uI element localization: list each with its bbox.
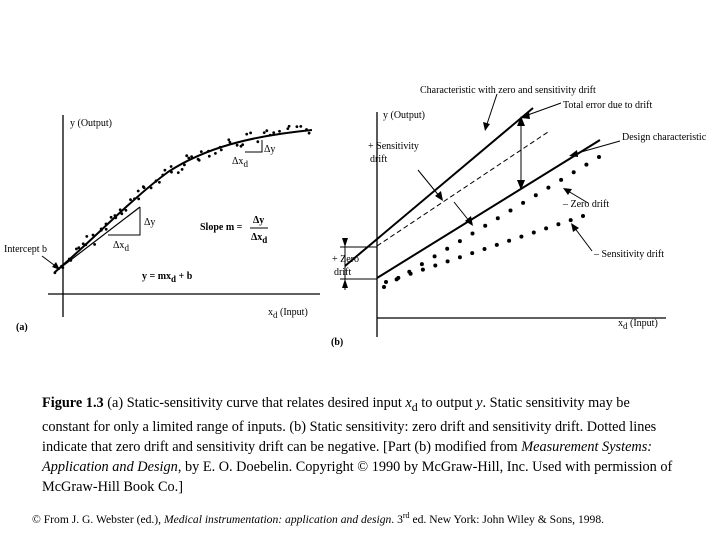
panel-a-intercept-label: Intercept b	[4, 244, 48, 255]
panel-b-zero-drift-arrowhead-bottom	[342, 279, 348, 288]
panel-b-pointer-characteristic-head	[483, 122, 490, 131]
figure-label: Figure 1.3	[42, 395, 104, 411]
dot-point	[496, 216, 500, 220]
panel-a-x-axis-label: xd (Input)	[268, 307, 308, 320]
credit-title: Medical instrumentation: application and design	[163, 512, 392, 526]
panel-b-plus-zero-label: + Zero	[332, 254, 360, 265]
caption-part-2: to output	[417, 395, 477, 411]
dot-point	[544, 226, 548, 230]
dot-point	[384, 280, 388, 284]
panel-a-slope-denominator: Δxd	[251, 232, 268, 245]
dot-point	[559, 178, 563, 182]
dot-point	[433, 254, 437, 258]
credit-tail: ed. New York: John Wiley & Sons, 1998.	[409, 512, 605, 526]
dot-point	[458, 239, 462, 243]
panel-b-char-zero-sens-label: Characteristic with zero and sensitivity drift	[420, 85, 596, 96]
panel-b-x-axis-label: xd (Input)	[618, 318, 658, 331]
dot-point	[483, 247, 487, 251]
panel-b-plus-sens-label: + Sensitivity	[368, 141, 419, 152]
panel-b-pointer-plus-sens	[418, 170, 440, 197]
caption-part-1: (a) Static-sensitivity curve that relates desired input	[103, 395, 406, 411]
dot-point	[597, 155, 601, 159]
panel-a-dy-label: Δy	[144, 217, 156, 228]
panel-b-minus-sens-label: – Sensitivity drift	[594, 249, 664, 260]
panel-a-y-axis-label: y (Output)	[70, 118, 112, 129]
dot-point	[569, 218, 573, 222]
caption-part-4: , by E. O. Doebelin. Copyright © 1990 by McGraw-Hill, Inc. Used with permission of McGraw-Hill Book Co.]	[42, 458, 673, 495]
credit-sup: rd	[402, 511, 410, 520]
dot-point	[471, 232, 475, 236]
panel-b-total-error-label: Total error due to drift	[563, 100, 653, 111]
panel-a-slope-numerator: Δy	[253, 215, 265, 226]
dot-point	[421, 268, 425, 272]
panel-b-plus-zero-label-2: drift	[334, 267, 352, 278]
caption-xd-sub: d	[411, 399, 418, 414]
caption-y: y	[476, 395, 483, 411]
panel-a-dy-top-label: Δy	[264, 144, 276, 155]
dot-point	[532, 231, 536, 235]
panel-b-y-axis-label: y (Output)	[383, 110, 425, 121]
dot-point	[581, 214, 585, 218]
panel-b-design-label: Design characteristic	[622, 132, 707, 143]
dot-point	[446, 259, 450, 263]
credit-lead: © From J. G. Webster (ed.),	[32, 512, 164, 526]
dot-point	[556, 222, 560, 226]
dot-point	[458, 255, 462, 259]
dot-point	[521, 201, 525, 205]
panel-b-zero-drift-arrowhead-top	[342, 238, 348, 247]
panel-b-tag: (b)	[331, 337, 344, 348]
dot-point	[382, 285, 386, 289]
dot-point	[534, 193, 538, 197]
dot-point	[495, 243, 499, 247]
caption-xd: x	[405, 395, 412, 411]
panel-b-plus-sens-label-2: drift	[370, 154, 388, 165]
panel-a-tag: (a)	[16, 322, 28, 333]
figure-caption	[42, 393, 674, 497]
panel-b-plus-sensitivity-line	[345, 108, 533, 266]
panel-a-equation: y = mxd + b	[142, 271, 193, 284]
source-credit	[32, 511, 712, 526]
dot-point	[509, 209, 513, 213]
panel-b-pointer-minus-sens	[574, 227, 592, 251]
panel-a-slope-label: Slope m =	[200, 222, 243, 233]
caption-part-3: . Static sensitivity may be constant for only a limited range of inputs. (b) Static sensitivity: zero drift and sensitivity drift. Dotted lines indicate that zero drift and sensitivity drift can be negative. [Part (b) modified from	[42, 395, 657, 455]
panel-b-minus-zero-dots	[382, 155, 601, 289]
dot-point	[433, 264, 437, 268]
dot-point	[470, 251, 474, 255]
panel-b-pointer-minus-sens-head	[571, 223, 579, 232]
dot-point	[507, 239, 511, 243]
credit-mid: . 3	[391, 512, 403, 526]
dot-point	[409, 272, 413, 276]
dot-point	[445, 247, 449, 251]
dot-point	[519, 235, 523, 239]
panel-a-dx-label: Δxd	[113, 240, 129, 253]
panel-b-pointer-minus-zero-head	[563, 188, 572, 195]
panel-b-pointer-design-head	[569, 150, 578, 157]
panel-b-pointer-characteristic	[486, 94, 497, 127]
panel-a-dx-top-label: Δxd	[232, 156, 248, 169]
dot-point	[584, 163, 588, 167]
caption-book-title: Measurement Systems: Application and Design	[42, 438, 653, 475]
dot-point	[546, 186, 550, 190]
dot-point	[483, 224, 487, 228]
dot-point	[396, 276, 400, 280]
panel-b-minus-zero-label: – Zero drift	[563, 199, 610, 210]
dot-point	[420, 262, 424, 266]
dot-point	[572, 170, 576, 174]
panel-b-total-error-arrowhead-bottom	[517, 180, 525, 190]
